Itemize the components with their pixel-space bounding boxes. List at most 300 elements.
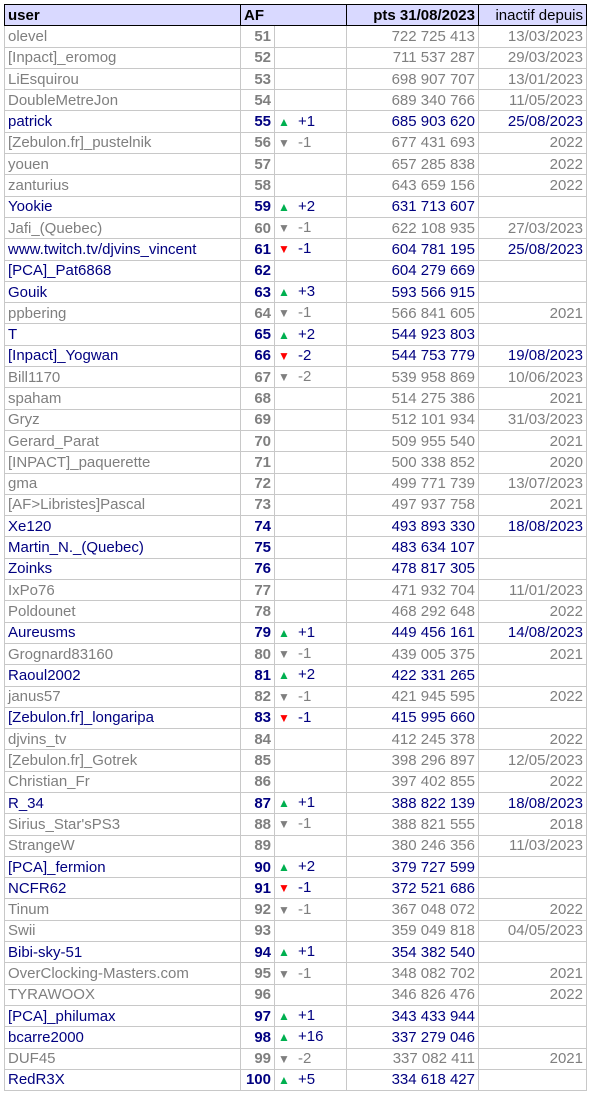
- rank-change: [275, 558, 347, 579]
- af-rank: 99: [241, 1048, 275, 1069]
- user-name: zanturius: [5, 175, 241, 196]
- user-name: Aureusms: [5, 622, 241, 643]
- af-rank: 70: [241, 430, 275, 451]
- inactive-since: 2022: [479, 899, 587, 920]
- af-rank: 85: [241, 750, 275, 771]
- points: 566 841 605: [347, 303, 479, 324]
- user-name: bcarre2000: [5, 1027, 241, 1048]
- inactive-since: 2021: [479, 643, 587, 664]
- rank-delta: +5: [298, 1070, 316, 1088]
- points: 643 659 156: [347, 175, 479, 196]
- header-row: [5, 5, 587, 26]
- points: 493 893 330: [347, 516, 479, 537]
- points: 685 903 620: [347, 111, 479, 132]
- table-row: [5, 111, 587, 132]
- rank-delta: -2: [298, 346, 312, 364]
- rank-change: [275, 68, 347, 89]
- points: 449 456 161: [347, 622, 479, 643]
- arrow-down-icon: ▼: [278, 817, 290, 832]
- table-row: [5, 580, 587, 601]
- user-name: [Zebulon.fr]_Gotrek: [5, 750, 241, 771]
- af-rank: 91: [241, 878, 275, 899]
- af-rank: 98: [241, 1027, 275, 1048]
- user-name: [PCA]_fermion: [5, 856, 241, 877]
- user-name: Gerard_Parat: [5, 430, 241, 451]
- af-rank: 59: [241, 196, 275, 217]
- table-row: [5, 899, 587, 920]
- inactive-since: 11/01/2023: [479, 580, 587, 601]
- points: 689 340 766: [347, 90, 479, 111]
- rank-change: [275, 814, 347, 835]
- rank-change: [275, 1069, 347, 1090]
- table-row: [5, 665, 587, 686]
- inactive-since: 10/06/2023: [479, 367, 587, 388]
- user-name: LiEsquirou: [5, 68, 241, 89]
- inactive-since: 13/01/2023: [479, 68, 587, 89]
- inactive-since: 12/05/2023: [479, 750, 587, 771]
- rank-change: [275, 196, 347, 217]
- table-row: [5, 920, 587, 941]
- table-row: [5, 388, 587, 409]
- arrow-up-icon: ▲: [278, 796, 290, 811]
- rank-delta: -1: [298, 219, 312, 237]
- table-row: [5, 537, 587, 558]
- rank-change: [275, 452, 347, 473]
- points: 346 826 476: [347, 984, 479, 1005]
- rank-delta: +1: [298, 623, 316, 641]
- user-name: ppbering: [5, 303, 241, 324]
- table-row: [5, 686, 587, 707]
- table-row: [5, 984, 587, 1005]
- af-rank: 84: [241, 729, 275, 750]
- af-rank: 83: [241, 707, 275, 728]
- arrow-down-icon: ▼: [278, 370, 290, 385]
- points: 544 753 779: [347, 345, 479, 366]
- points: 483 634 107: [347, 537, 479, 558]
- user-name: DUF45: [5, 1048, 241, 1069]
- rank-change: [275, 622, 347, 643]
- af-rank: 63: [241, 281, 275, 302]
- rank-delta: -1: [298, 687, 312, 705]
- rank-change: [275, 111, 347, 132]
- user-name: Gryz: [5, 409, 241, 430]
- arrow-up-icon: ▲: [278, 199, 290, 214]
- points: 367 048 072: [347, 899, 479, 920]
- inactive-since: 2018: [479, 814, 587, 835]
- rank-change: [275, 324, 347, 345]
- rank-change: [275, 580, 347, 601]
- user-name: TYRAWOOX: [5, 984, 241, 1005]
- af-rank: 89: [241, 835, 275, 856]
- inactive-since: [479, 707, 587, 728]
- points: 372 521 686: [347, 878, 479, 899]
- header-inactive: inactif depuis: [479, 5, 587, 26]
- table-row: [5, 750, 587, 771]
- points: 657 285 838: [347, 154, 479, 175]
- af-rank: 96: [241, 984, 275, 1005]
- rank-change: [275, 899, 347, 920]
- af-rank: 93: [241, 920, 275, 941]
- rank-delta: -2: [298, 368, 312, 386]
- arrow-down-icon: ▼: [278, 348, 290, 363]
- af-rank: 81: [241, 665, 275, 686]
- table-row: [5, 856, 587, 877]
- points: 711 537 287: [347, 47, 479, 68]
- table-row: [5, 281, 587, 302]
- rank-change: [275, 792, 347, 813]
- points: 497 937 758: [347, 494, 479, 515]
- inactive-since: 14/08/2023: [479, 622, 587, 643]
- arrow-up-icon: ▲: [278, 860, 290, 875]
- user-name: olevel: [5, 26, 241, 47]
- rank-change: [275, 537, 347, 558]
- af-rank: 74: [241, 516, 275, 537]
- rank-change: [275, 643, 347, 664]
- arrow-down-icon: ▼: [278, 135, 290, 150]
- rank-change: [275, 750, 347, 771]
- af-rank: 71: [241, 452, 275, 473]
- points: 499 771 739: [347, 473, 479, 494]
- inactive-since: [479, 1005, 587, 1026]
- points: 354 382 540: [347, 942, 479, 963]
- table-row: [5, 26, 587, 47]
- points: 421 945 595: [347, 686, 479, 707]
- table-row: [5, 942, 587, 963]
- user-name: youen: [5, 154, 241, 175]
- user-name: Zoinks: [5, 558, 241, 579]
- table-row: [5, 217, 587, 238]
- arrow-down-icon: ▼: [278, 966, 290, 981]
- user-name: Sirius_Star'sPS3: [5, 814, 241, 835]
- user-name: OverClocking-Masters.com: [5, 963, 241, 984]
- af-rank: 60: [241, 217, 275, 238]
- header-user: user: [5, 5, 241, 26]
- user-name: Poldounet: [5, 601, 241, 622]
- table-row: [5, 1069, 587, 1090]
- inactive-since: 25/08/2023: [479, 239, 587, 260]
- inactive-since: 11/03/2023: [479, 835, 587, 856]
- user-name: gma: [5, 473, 241, 494]
- rank-delta: -1: [298, 645, 312, 663]
- inactive-since: 2021: [479, 303, 587, 324]
- af-rank: 62: [241, 260, 275, 281]
- inactive-since: 19/08/2023: [479, 345, 587, 366]
- rank-change: [275, 771, 347, 792]
- user-name: janus57: [5, 686, 241, 707]
- inactive-since: 2020: [479, 452, 587, 473]
- user-name: Christian_Fr: [5, 771, 241, 792]
- inactive-since: [479, 537, 587, 558]
- points: 334 618 427: [347, 1069, 479, 1090]
- arrow-up-icon: ▲: [278, 625, 290, 640]
- rank-delta: +2: [298, 325, 316, 343]
- table-row: [5, 878, 587, 899]
- rank-delta: -1: [298, 879, 312, 897]
- table-row: [5, 47, 587, 68]
- inactive-since: [479, 856, 587, 877]
- rank-delta: +2: [298, 666, 316, 684]
- inactive-since: [479, 558, 587, 579]
- rank-delta: -1: [298, 900, 312, 918]
- table-row: [5, 367, 587, 388]
- af-rank: 54: [241, 90, 275, 111]
- points: 593 566 915: [347, 281, 479, 302]
- table-row: [5, 643, 587, 664]
- table-row: [5, 132, 587, 153]
- table-row: [5, 303, 587, 324]
- points: 337 082 411: [347, 1048, 479, 1069]
- user-name: Grognard83160: [5, 643, 241, 664]
- af-rank: 61: [241, 239, 275, 260]
- inactive-since: 2022: [479, 984, 587, 1005]
- inactive-since: 13/07/2023: [479, 473, 587, 494]
- points: 631 713 607: [347, 196, 479, 217]
- points: 343 433 944: [347, 1005, 479, 1026]
- inactive-since: [479, 665, 587, 686]
- user-name: [AF>Libristes]Pascal: [5, 494, 241, 515]
- af-rank: 76: [241, 558, 275, 579]
- points: 722 725 413: [347, 26, 479, 47]
- rank-change: [275, 281, 347, 302]
- points: 439 005 375: [347, 643, 479, 664]
- rank-delta: -1: [298, 133, 312, 151]
- points: 397 402 855: [347, 771, 479, 792]
- user-name: StrangeW: [5, 835, 241, 856]
- user-name: Martin_N._(Quebec): [5, 537, 241, 558]
- rank-delta: +2: [298, 858, 316, 876]
- rank-change: [275, 26, 347, 47]
- user-name: Bill1170: [5, 367, 241, 388]
- points: 415 995 660: [347, 707, 479, 728]
- rank-change: [275, 942, 347, 963]
- inactive-since: 04/05/2023: [479, 920, 587, 941]
- rank-change: [275, 239, 347, 260]
- table-row: [5, 1048, 587, 1069]
- af-rank: 56: [241, 132, 275, 153]
- af-rank: 51: [241, 26, 275, 47]
- table-row: [5, 601, 587, 622]
- rank-delta: -1: [298, 964, 312, 982]
- table-row: [5, 473, 587, 494]
- points: 388 822 139: [347, 792, 479, 813]
- inactive-since: 2022: [479, 154, 587, 175]
- rank-change: [275, 920, 347, 941]
- arrow-up-icon: ▲: [278, 285, 290, 299]
- af-rank: 73: [241, 494, 275, 515]
- af-rank: 86: [241, 771, 275, 792]
- inactive-since: 31/03/2023: [479, 409, 587, 430]
- rank-change: [275, 345, 347, 366]
- table-row: [5, 324, 587, 345]
- rank-change: [275, 47, 347, 68]
- points: 471 932 704: [347, 580, 479, 601]
- rank-change: [275, 175, 347, 196]
- rank-change: [275, 707, 347, 728]
- user-name: [PCA]_philumax: [5, 1005, 241, 1026]
- points: 337 279 046: [347, 1027, 479, 1048]
- arrow-down-icon: ▼: [278, 710, 290, 725]
- arrow-down-icon: ▼: [278, 242, 290, 257]
- user-name: RedR3X: [5, 1069, 241, 1090]
- arrow-up-icon: ▲: [278, 668, 290, 683]
- user-name: Raoul2002: [5, 665, 241, 686]
- af-rank: 78: [241, 601, 275, 622]
- user-name: [PCA]_Pat6868: [5, 260, 241, 281]
- af-rank: 80: [241, 643, 275, 664]
- user-name: [Inpact]_eromog: [5, 47, 241, 68]
- arrow-down-icon: ▼: [278, 647, 290, 662]
- rank-change: [275, 835, 347, 856]
- inactive-since: 2021: [479, 494, 587, 515]
- af-rank: 67: [241, 367, 275, 388]
- af-rank: 88: [241, 814, 275, 835]
- rank-change: [275, 1048, 347, 1069]
- table-row: [5, 963, 587, 984]
- rank-delta: -1: [298, 304, 312, 322]
- header-af: AF: [241, 5, 347, 26]
- af-rank: 57: [241, 154, 275, 175]
- user-name: IxPo76: [5, 580, 241, 601]
- af-rank: 94: [241, 942, 275, 963]
- arrow-down-icon: ▼: [278, 902, 290, 917]
- inactive-since: 2021: [479, 1048, 587, 1069]
- table-row: [5, 345, 587, 366]
- table-body: [5, 26, 587, 1091]
- table-row: [5, 707, 587, 728]
- rank-change: [275, 494, 347, 515]
- points: 422 331 265: [347, 665, 479, 686]
- af-rank: 69: [241, 409, 275, 430]
- af-rank: 53: [241, 68, 275, 89]
- af-rank: 92: [241, 899, 275, 920]
- arrow-up-icon: ▲: [278, 1030, 290, 1045]
- arrow-up-icon: ▲: [278, 1009, 290, 1024]
- user-name: R_34: [5, 792, 241, 813]
- arrow-up-icon: ▲: [278, 1072, 290, 1087]
- table-row: [5, 68, 587, 89]
- inactive-since: 27/03/2023: [479, 217, 587, 238]
- points: 539 958 869: [347, 367, 479, 388]
- table-row: [5, 1027, 587, 1048]
- inactive-since: [479, 942, 587, 963]
- points: 677 431 693: [347, 132, 479, 153]
- user-name: [Zebulon.fr]_pustelnik: [5, 132, 241, 153]
- inactive-since: 2022: [479, 132, 587, 153]
- rank-change: [275, 303, 347, 324]
- rank-change: [275, 665, 347, 686]
- user-name: Swii: [5, 920, 241, 941]
- af-rank: 75: [241, 537, 275, 558]
- table-row: [5, 260, 587, 281]
- user-name: [Zebulon.fr]_longaripa: [5, 707, 241, 728]
- arrow-down-icon: ▼: [278, 221, 290, 236]
- table-row: [5, 196, 587, 217]
- arrow-down-icon: ▼: [278, 881, 290, 896]
- inactive-since: [479, 1027, 587, 1048]
- rank-change: [275, 878, 347, 899]
- af-rank: 77: [241, 580, 275, 601]
- rank-change: [275, 984, 347, 1005]
- rank-delta: +1: [298, 112, 316, 130]
- ranking-table: [4, 4, 587, 1091]
- rank-change: [275, 388, 347, 409]
- points: 509 955 540: [347, 430, 479, 451]
- table-row: [5, 154, 587, 175]
- af-rank: 82: [241, 686, 275, 707]
- points: 398 296 897: [347, 750, 479, 771]
- points: 412 245 378: [347, 729, 479, 750]
- inactive-since: 2022: [479, 729, 587, 750]
- inactive-since: 2022: [479, 771, 587, 792]
- arrow-up-icon: ▲: [278, 945, 290, 960]
- points: 604 279 669: [347, 260, 479, 281]
- inactive-since: 29/03/2023: [479, 47, 587, 68]
- rank-change: [275, 1027, 347, 1048]
- rank-change: [275, 132, 347, 153]
- inactive-since: [479, 281, 587, 302]
- af-rank: 68: [241, 388, 275, 409]
- rank-delta: +1: [298, 1007, 316, 1025]
- rank-change: [275, 260, 347, 281]
- af-rank: 64: [241, 303, 275, 324]
- table-row: [5, 792, 587, 813]
- user-name: NCFR62: [5, 878, 241, 899]
- rank-change: [275, 409, 347, 430]
- rank-change: [275, 856, 347, 877]
- inactive-since: 2022: [479, 686, 587, 707]
- table-row: [5, 494, 587, 515]
- points: 500 338 852: [347, 452, 479, 473]
- rank-change: [275, 217, 347, 238]
- user-name: djvins_tv: [5, 729, 241, 750]
- user-name: Gouik: [5, 281, 241, 302]
- af-rank: 79: [241, 622, 275, 643]
- rank-delta: -2: [298, 1049, 312, 1067]
- table-row: [5, 729, 587, 750]
- user-name: T: [5, 324, 241, 345]
- inactive-since: 2022: [479, 601, 587, 622]
- points: 698 907 707: [347, 68, 479, 89]
- inactive-since: 18/08/2023: [479, 516, 587, 537]
- rank-change: [275, 601, 347, 622]
- points: 514 275 386: [347, 388, 479, 409]
- af-rank: 58: [241, 175, 275, 196]
- table-row: [5, 90, 587, 111]
- table-row: [5, 558, 587, 579]
- rank-change: [275, 430, 347, 451]
- af-rank: 100: [241, 1069, 275, 1090]
- table-row: [5, 239, 587, 260]
- inactive-since: [479, 324, 587, 345]
- rank-change: [275, 516, 347, 537]
- user-name: DoubleMetreJon: [5, 90, 241, 111]
- table-row: [5, 175, 587, 196]
- user-name: Jafi_(Quebec): [5, 217, 241, 238]
- inactive-since: 13/03/2023: [479, 26, 587, 47]
- af-rank: 97: [241, 1005, 275, 1026]
- user-name: spaham: [5, 388, 241, 409]
- table-row: [5, 622, 587, 643]
- rank-delta: -1: [298, 708, 312, 726]
- af-rank: 66: [241, 345, 275, 366]
- inactive-since: [479, 878, 587, 899]
- table-row: [5, 771, 587, 792]
- table-row: [5, 835, 587, 856]
- points: 622 108 935: [347, 217, 479, 238]
- rank-delta: +1: [298, 794, 316, 812]
- rank-delta: -1: [298, 240, 312, 258]
- af-rank: 95: [241, 963, 275, 984]
